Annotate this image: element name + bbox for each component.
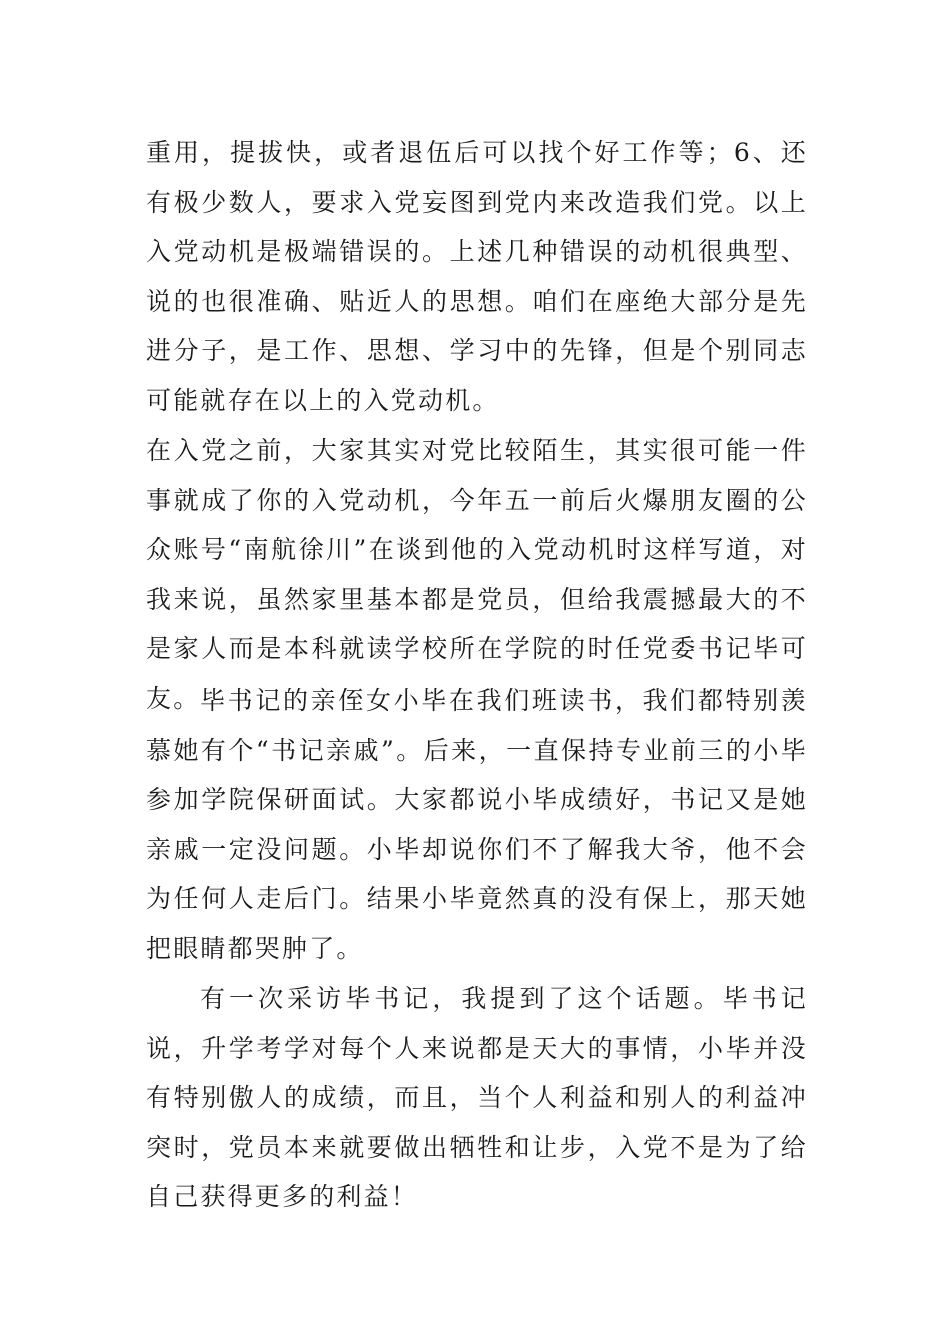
paragraph-2: 在入党之前，大家其实对党比较陌生，其实很可能一件事就成了你的入党动机，今年五一前后火爆朋友圈的公众账号“南航徐川”在谈到他的入党动机时这样写道，对我来说，虽然家里基本都是党员，但给我震撼最大的不是家人而是本科就读学校所在学院的时任党委书记毕可友。 — [146, 436, 808, 713]
paragraph-4: 有一次采访毕书记，我提到了这个话题。毕书记说，升学考学对每个人来说都是天大的事情，小毕并没有特别傲人的成绩，而且，当个人利益和别人的利益冲突时，党员本来就要做出牺牲和让步，入党不是为了给自己获得更多的利益！ — [146, 984, 808, 1211]
paragraph-block-4 — [146, 974, 808, 1222]
paragraph-block-1 — [146, 128, 808, 425]
paragraph-3: 毕书记的亲侄女小毕在我们班读书，我们都特别羡慕她有个“书记亲戚”。后来，一直保持专业前三的小毕参加学院保研面试。大家都说小毕成绩好，书记又是她亲戚一定没问题。小毕却说你们不了解我大爷，他不会为任何人走后门。结果小毕竟然真的没有保上，那天她把眼睛都哭肿了。 — [146, 686, 808, 963]
paragraph-1: 重用，提拔快，或者退伍后可以找个好工作等；6、还有极少数人，要求入党妄图到党内来改造我们党。以上入党动机是极端错误的。上述几种错误的动机很典型、说的也很准确、贴近人的思想。咱们在座绝大部分是先进分子，是工作、思想、学习中的先锋，但是个别同志可能就存在以上的入党动机。 — [146, 138, 808, 415]
paragraph-block-3 — [146, 676, 808, 973]
